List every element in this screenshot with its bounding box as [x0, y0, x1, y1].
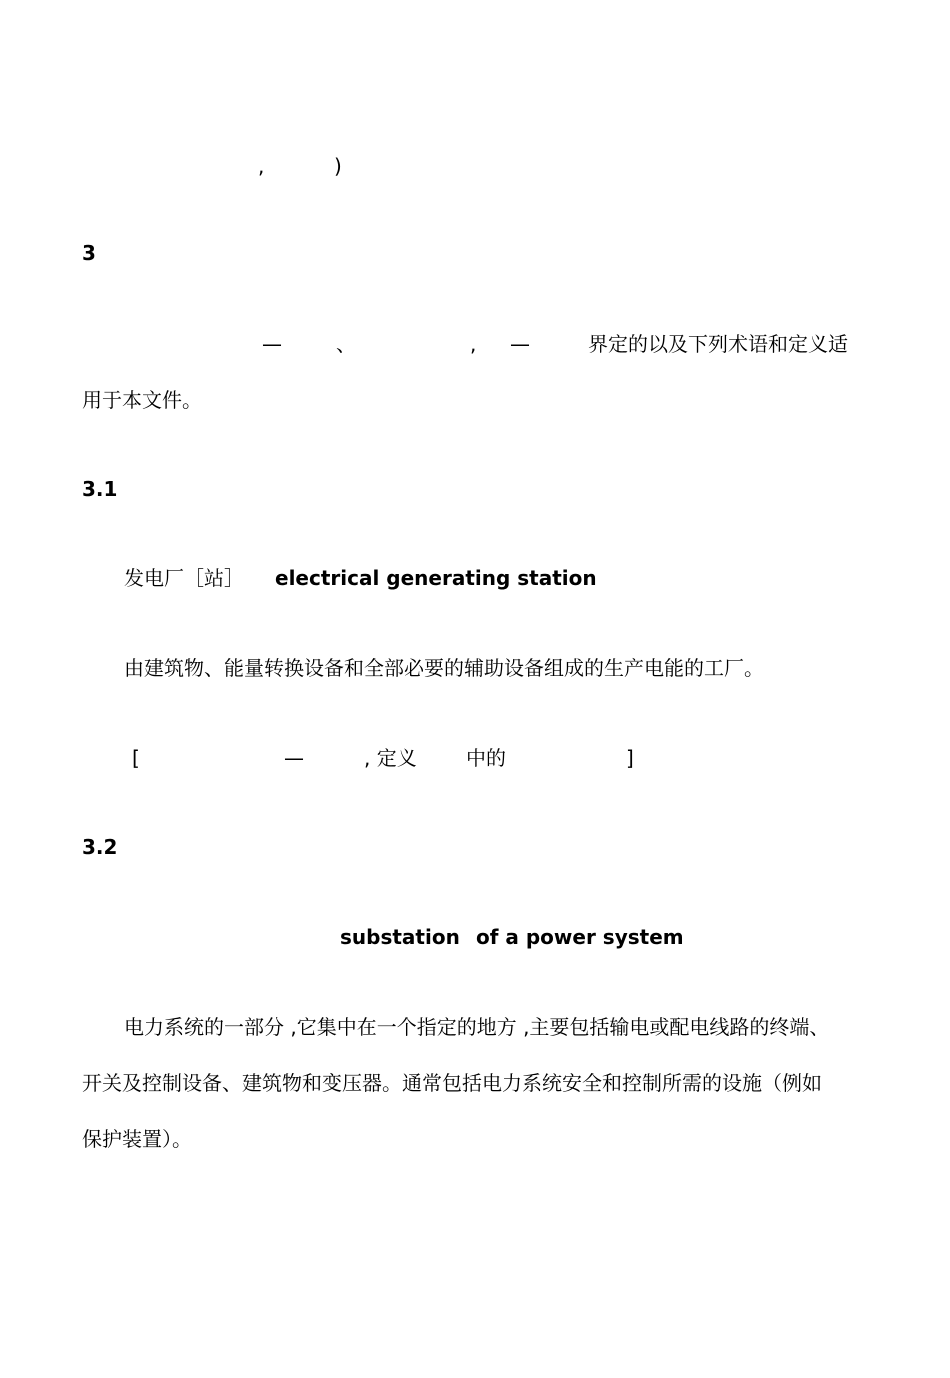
- intro-dash-2: —: [510, 332, 530, 356]
- fragment-paren: ): [334, 154, 342, 178]
- intro-pause: 、: [336, 332, 356, 356]
- source-dash: —: [284, 746, 304, 770]
- section-number: 3: [82, 241, 96, 265]
- definition-3-1: 由建筑物、能量转换设备和全部必要的辅助设备组成的生产电能的工厂。: [124, 656, 764, 680]
- intro-comma: ,: [470, 332, 477, 356]
- term-en-3-2-a: substation: [340, 925, 460, 949]
- intro-text-line2: 用于本文件。: [82, 388, 202, 412]
- intro-dash-1: —: [262, 332, 282, 356]
- term-en-3-1: electrical generating station: [275, 566, 597, 590]
- definition-3-2-line3: 保护装置）。: [82, 1127, 192, 1151]
- source-open-bracket: [: [132, 746, 140, 770]
- definition-3-2-line1: 电力系统的一部分 ,它集中在一个指定的地方 ,主要包括输电或配电线路的终端、: [124, 1015, 830, 1039]
- source-definition-label: , 定义: [364, 746, 417, 770]
- source-in-label: 中的: [466, 746, 506, 770]
- term-number-3-1: 3.1: [82, 477, 118, 501]
- source-close-bracket: ]: [626, 746, 634, 770]
- definition-3-2-line2: 开关及控制设备、建筑物和变压器。通常包括电力系统安全和控制所需的设施（例如: [82, 1071, 822, 1095]
- term-number-3-2: 3.2: [82, 835, 118, 859]
- intro-text-line1: 界定的以及下列术语和定义适: [588, 332, 848, 356]
- term-zh-3-1: 发电厂［站］: [124, 566, 244, 590]
- term-en-3-2-b: of a power system: [476, 925, 684, 949]
- fragment-comma: ,: [258, 154, 265, 178]
